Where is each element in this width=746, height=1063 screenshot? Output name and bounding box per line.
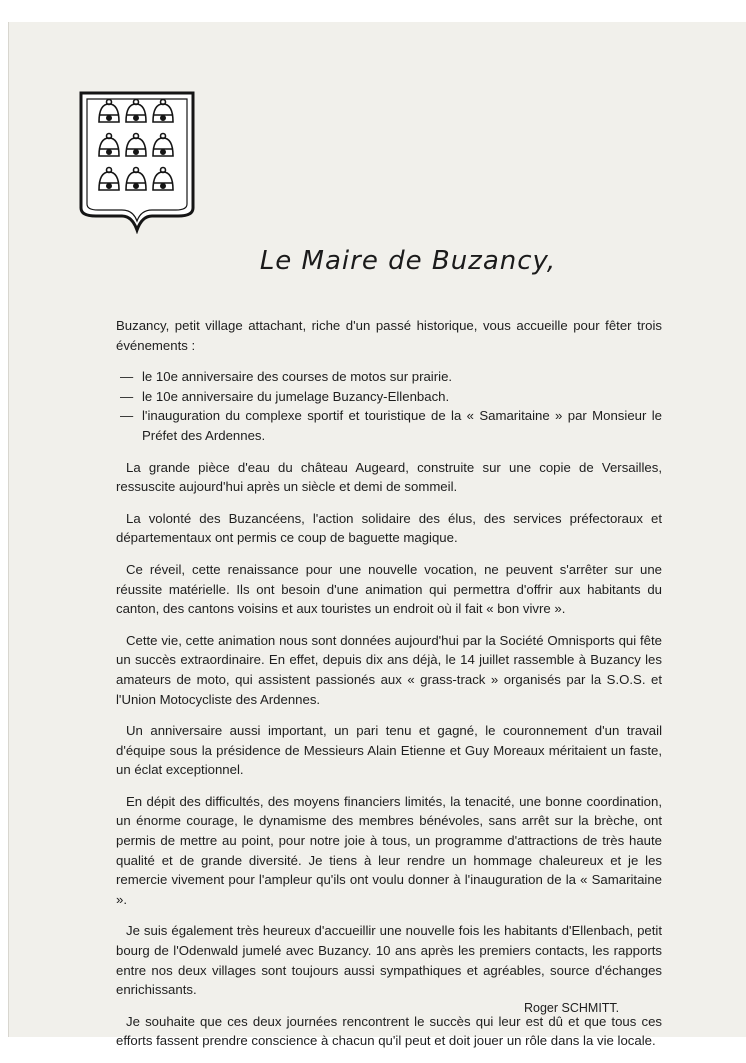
list-item: — le 10e anniversaire des courses de motos sur prairie. [120,367,662,387]
list-item: — l'inauguration du complexe sportif et touristique de la « Samaritaine » par Monsieur le Préfet des Ardennes. [120,406,662,445]
list-item: — le 10e anniversaire du jumelage Buzancy-Ellenbach. [120,387,662,407]
paragraph: En dépit des difficultés, des moyens financiers limités, la tenacité, une bonne coordination, un énorme courage, le dynamisme des membres bénévoles, sans arrêt sur la brèche, ont permis de mettre au point, pour notre joie à tous, un programme d'attractions de très haute qualité et de grande diversité. Je tiens à leur rendre un hommage chaleureux et je les remercie vivement pour l'ampleur qu'ils ont voulu donner à l'inauguration de la « Samaritaine ». [116,793,662,907]
page-title: Le Maire de Buzancy, [259,246,557,276]
intro-paragraph: Buzancy, petit village attachant, riche d'un passé historique, vous accueille pour fêter trois événements : [116,318,662,353]
letter-body [116,316,662,1063]
paragraph: Je souhaite que ces deux journées rencontrent le succès qui leur est dû et que tous ces efforts fassent prendre conscience à chacun qu'il peut et doit jouer un rôle dans la vie locale. [116,1013,662,1049]
paragraph: Ce réveil, cette renaissance pour une nouvelle vocation, ne peuvent s'arrêter sur une réussite matérielle. Ils ont besoin d'une animation qui permettra d'offrir aux habitants du canton, des cantons voisins et aux touristes un endroit où il fait « bon vivre ». [116,561,662,617]
paragraph: Cette vie, cette animation nous sont données aujourd'hui par la Société Omnisports qui fête un succès extraordinaire. En effet, depuis dix ans déjà, le 14 juillet rassemble à Buzancy les amateurs de moto, qui assistent passionés aux « grass-track » organisés par la S.O.S. et l'Union Motocycliste des Ardennes. [116,632,662,707]
paragraph: La volonté des Buzancéens, l'action solidaire des élus, des services préfectoraux et départementaux ont permis ce coup de baguette magique. [116,510,662,546]
paragraph: Je suis également très heureux d'accueillir une nouvelle fois les habitants d'Ellenbach, petit bourg de l'Odenwald jumelé avec Buzancy. 10 ans après les premiers contacts, les rapports entre nos deux villages sont toujours aussi sympathiques et agréables, source d'échanges enrichissants. [116,923,662,998]
signature: Roger SCHMITT. [524,1001,620,1015]
paragraph: Un anniversaire aussi important, un pari tenu et gagné, le couronnement d'un travail d'équipe sous la présidence de Messieurs Alain Etienne et Guy Moreaux méritaient un faste, un éclat exceptionnel. [116,723,662,778]
paragraph: La grande pièce d'eau du château Augeard, construite sur une copie de Versailles, ressuscite aujourd'hui après un siècle et demi de sommeil. [116,459,662,495]
coat-of-arms-icon [78,90,196,234]
events-list [116,367,662,445]
